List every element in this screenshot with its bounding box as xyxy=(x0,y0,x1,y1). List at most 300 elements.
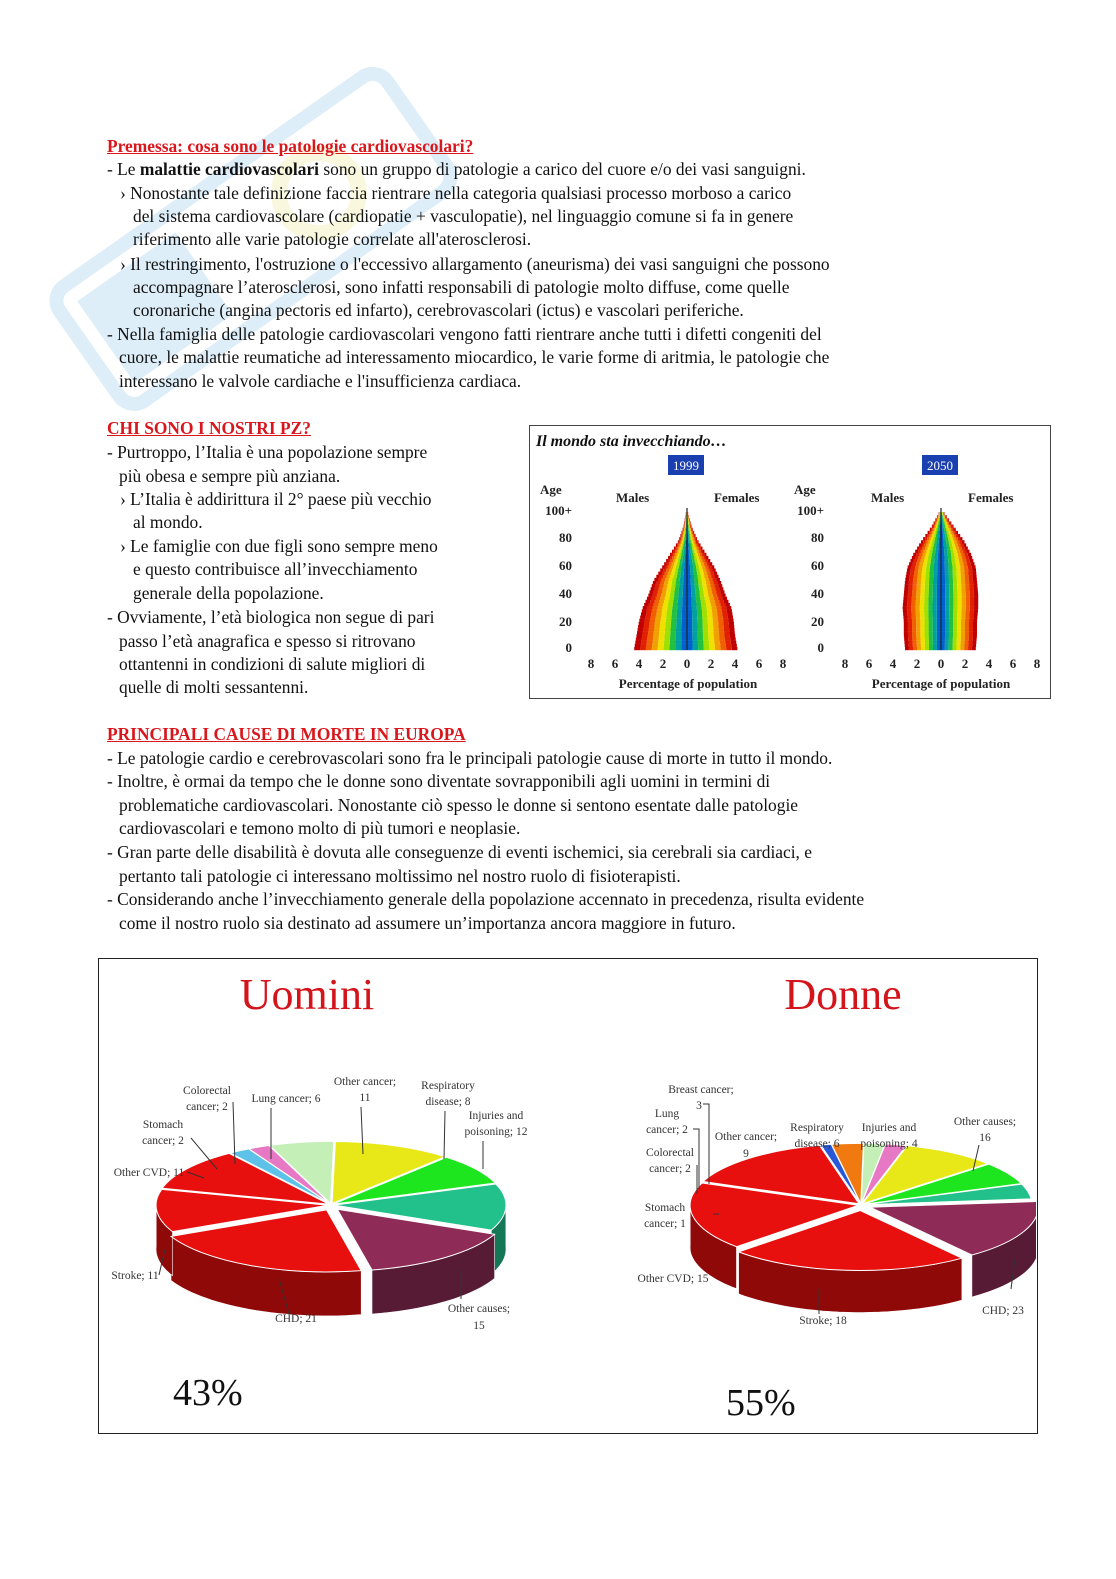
pyramid-bar-segment xyxy=(693,550,695,553)
pyramid-bar-segment xyxy=(904,631,908,634)
pyramid-bar-segment xyxy=(687,600,692,603)
pyramid-bar-segment xyxy=(974,594,978,597)
pyramid-bar-segment xyxy=(953,568,957,571)
pyramid-bar-segment xyxy=(966,600,970,603)
pie-label: CHD; 23 xyxy=(982,1305,1024,1317)
paragraph-line: - Gran parte delle disabilità è dovuta alle conseguenze di eventi ischemici, sia cerebrali sia cardiaci, e xyxy=(107,842,812,862)
pyramid-bar-segment xyxy=(915,565,919,568)
pyramid-bar-segment xyxy=(929,575,933,578)
pyramid-bar-segment xyxy=(666,594,670,597)
pyramid-bar-segment xyxy=(698,647,704,650)
pyramid-bar-segment xyxy=(927,537,929,540)
pyramid-bar-segment xyxy=(957,550,960,553)
pyramid-bar-segment xyxy=(958,537,960,540)
pyramid-bar-segment xyxy=(681,543,682,546)
pyramid-bar-segment xyxy=(730,634,735,637)
pyramid-bar-segment xyxy=(673,565,676,568)
pyramid-bar-segment xyxy=(674,547,675,550)
pyramid-bar-segment xyxy=(693,644,699,647)
population-pyramid-figure xyxy=(529,425,1051,699)
pyramid-bar-segment xyxy=(945,612,949,615)
pyramid-bar-segment xyxy=(965,572,969,575)
pyramid-bar-segment xyxy=(681,565,684,568)
pyramid-bar-segment xyxy=(692,543,694,546)
pyramid-bar-segment xyxy=(908,622,912,625)
pyramid-bar-segment xyxy=(945,565,949,568)
pyramid-bar-segment xyxy=(703,550,705,553)
pyramid-bar-segment xyxy=(704,594,708,597)
pyramid-bar-segment xyxy=(674,553,676,556)
pyramid-bar-segment xyxy=(916,616,920,619)
pyramid-bar-segment xyxy=(931,531,932,534)
pie-label xyxy=(183,1085,231,1113)
pyramid-bar-segment xyxy=(723,619,728,622)
pyramid-bar-segment xyxy=(972,565,976,568)
pyramid-bar-segment xyxy=(917,547,920,550)
pyramid-bar-segment xyxy=(676,619,681,622)
pyramid-bar-segment xyxy=(920,606,924,609)
pyramid-bar-segment xyxy=(725,637,730,640)
pyramid-bar-segment xyxy=(942,525,943,528)
pyramid-bar-segment xyxy=(916,612,920,615)
label-line: Other cancer; xyxy=(333,1076,397,1088)
paragraph-line: ottantenni in condizioni di salute migliori di xyxy=(119,654,426,674)
pyramid-bar-segment xyxy=(681,631,687,634)
pyramid-bar-segment xyxy=(908,628,912,631)
pyramid-bar-segment xyxy=(949,568,953,571)
pyramid-bar-segment xyxy=(935,556,938,559)
pyramid-bar-segment xyxy=(940,518,941,521)
paragraph-line: › Le famiglie con due figli sono sempre meno xyxy=(120,536,438,556)
pyramid-bar-segment xyxy=(675,550,677,553)
pyramid-bar-segment xyxy=(950,521,951,524)
pyramid-bar-segment xyxy=(675,647,681,650)
pyramid-bar-segment xyxy=(692,641,697,644)
pyramid-bar-segment xyxy=(927,559,930,562)
pyramid-bar-segment xyxy=(957,540,960,543)
pyramid-bar-segment xyxy=(666,590,670,593)
pyramid-bar-segment xyxy=(937,594,941,597)
pyramid-bar-segment xyxy=(919,565,923,568)
age-tick: 60 xyxy=(811,558,824,573)
pyramid-bar-segment xyxy=(677,575,680,578)
pyramid-bar-segment xyxy=(962,540,965,543)
pyramid-bar-segment xyxy=(955,537,957,540)
pyramid-bar-segment xyxy=(674,550,676,553)
pyramid-bar-segment xyxy=(909,578,913,581)
pyramid-bar-segment xyxy=(929,572,933,575)
pyramid-bar-segment xyxy=(922,556,925,559)
pyramid-bar-segment xyxy=(659,631,665,634)
pyramid-bar-segment xyxy=(665,578,669,581)
pyramid-bar-segment xyxy=(729,622,734,625)
pie-label xyxy=(142,1119,184,1147)
pyramid-bar-segment xyxy=(696,553,698,556)
pyramid-bar-segment xyxy=(721,594,725,597)
pyramid-bar-segment xyxy=(956,647,960,650)
label-line: Injuries and xyxy=(861,1122,917,1134)
pyramid-bar-segment xyxy=(698,631,703,634)
pyramid-bar-segment xyxy=(913,578,917,581)
pyramid-bar-segment xyxy=(659,637,665,640)
pyramid-bar-segment xyxy=(662,590,666,593)
pyramid-bar-segment xyxy=(952,525,953,528)
pyramid-bar-segment xyxy=(664,641,670,644)
pyramid-bar-segment xyxy=(661,619,666,622)
pyramid-bar-segment xyxy=(671,587,675,590)
x-tick: 6 xyxy=(611,656,619,671)
pyramid-bar-segment xyxy=(702,609,707,612)
pyramid-bar-segment xyxy=(912,612,916,615)
label-line: Colorectal xyxy=(646,1147,694,1159)
pyramid-bar-segment xyxy=(687,609,692,612)
pyramid-bar-segment xyxy=(945,628,949,631)
pyramid-bar-segment xyxy=(947,525,948,528)
pyramid-bar-segment xyxy=(668,556,670,559)
pyramid-bar-segment xyxy=(693,647,699,650)
pyramid-bar-segment xyxy=(908,634,912,637)
pyramid-bar-segment xyxy=(949,625,953,628)
pyramid-bar-segment xyxy=(951,553,954,556)
paragraph-line: - Considerando anche l’invecchiamento generale della popolazione accennato in precedenza, risulta evidente xyxy=(107,889,865,909)
pyramid-bar-segment xyxy=(701,600,706,603)
pyramid-bar-segment xyxy=(676,641,682,644)
label-line: cancer; 2 xyxy=(649,1163,691,1175)
pyramid-bar-segment xyxy=(969,631,973,634)
pyramid-bar-segment xyxy=(708,625,713,628)
pyramid-bar-segment xyxy=(692,600,697,603)
pyramid-bar-segment xyxy=(929,625,933,628)
x-tick: 4 xyxy=(731,656,739,671)
pyramid-bar-segment xyxy=(953,628,957,631)
pyramid-bar-segment xyxy=(920,631,924,634)
pyramid-bar-segment xyxy=(944,528,946,531)
pyramid-bar-segment xyxy=(669,597,673,600)
pyramid-bar-segment xyxy=(703,622,708,625)
pyramid-bar-segment xyxy=(662,578,666,581)
pyramid-bar-segment xyxy=(936,543,938,546)
pyramid-bar-segment xyxy=(924,543,926,546)
pyramid-bar-segment xyxy=(699,584,703,587)
pyramid-bar-segment xyxy=(960,537,962,540)
pyramid-bar-segment xyxy=(921,644,925,647)
label-line: cancer; 2 xyxy=(186,1101,228,1113)
pyramid-bar-segment xyxy=(687,634,692,637)
pyramid-bar-segment xyxy=(651,612,656,615)
pyramid-bar-segment xyxy=(672,550,674,553)
pyramid-bar-segment xyxy=(692,559,695,562)
pyramid-bar-segment xyxy=(704,553,706,556)
label-line: Injuries and xyxy=(468,1110,524,1122)
pyramid-bar-segment xyxy=(944,540,947,543)
pyramid-bar-segment xyxy=(671,622,676,625)
pyramid-bar-segment xyxy=(689,550,691,553)
pyramid-bar-segment xyxy=(713,594,717,597)
pyramid-bar-segment xyxy=(670,644,676,647)
pyramid-bar-segment xyxy=(960,565,964,568)
pyramid-bar-segment xyxy=(938,531,939,534)
pyramid-bar-segment xyxy=(949,631,953,634)
pyramid-bar-segment xyxy=(691,581,695,584)
pyramid-bar-segment xyxy=(922,543,924,546)
pyramid-bar-segment xyxy=(659,634,665,637)
pyramid-bar-segment xyxy=(702,606,707,609)
pyramid-bar-segment xyxy=(694,556,696,559)
pyramid-bar-segment xyxy=(925,534,927,537)
pyramid-bar-segment xyxy=(664,562,667,565)
death-causes-pie-figure xyxy=(98,958,1038,1434)
pyramid-bar-segment xyxy=(677,609,682,612)
pyramid-bar-segment xyxy=(667,562,670,565)
pyramid-bar-segment xyxy=(974,603,978,606)
pyramid-bar-segment xyxy=(945,568,949,571)
pyramid-bar-segment xyxy=(953,581,957,584)
pyramid-bar-segment xyxy=(655,622,660,625)
pyramid-bar-segment xyxy=(953,565,957,568)
pyramid-bar-segment xyxy=(921,587,925,590)
pyramid-bar-segment xyxy=(966,603,970,606)
pyramid-bar-segment xyxy=(706,556,708,559)
paragraph-line: cuore, le malattie reumatiche ad interessamento miocardico, le varie forme di aritmia, le patologie che xyxy=(119,347,830,367)
pyramid-bar-segment xyxy=(658,641,664,644)
pyramid-bar-segment xyxy=(949,594,953,597)
pyramid-bar-segment xyxy=(644,622,649,625)
pyramid-bar-segment xyxy=(969,616,973,619)
paragraph-line: passo l’età anagrafica e spesso si ritrovano xyxy=(119,631,416,651)
pyramid-bar-segment xyxy=(634,647,640,650)
pyramid-bar-segment xyxy=(974,609,978,612)
year-label: 1999 xyxy=(673,458,699,473)
pyramid-bar-segment xyxy=(903,600,907,603)
pyramid-bar-segment xyxy=(676,631,682,634)
pyramid-bar-segment xyxy=(713,625,718,628)
pyramid-bar-segment xyxy=(963,559,967,562)
pyramid-bar-segment xyxy=(714,572,717,575)
pyramid-bar-segment xyxy=(655,587,659,590)
pyramid-bar-segment xyxy=(661,612,666,615)
pyramid-bar-segment xyxy=(915,606,919,609)
pyramid-bar-segment xyxy=(676,578,680,581)
pyramid-bar-segment xyxy=(699,543,701,546)
pyramid-bar-segment xyxy=(947,543,950,546)
pyramid-bar-segment xyxy=(952,528,954,531)
pyramid-bar-segment xyxy=(676,637,682,640)
pyramid-bar-segment xyxy=(944,521,945,524)
pyramid-bar-segment xyxy=(929,587,933,590)
pyramid-bar-segment xyxy=(692,634,697,637)
pyramid-bar-segment xyxy=(916,634,920,637)
pyramid-bar-segment xyxy=(937,619,941,622)
pyramid-bar-segment xyxy=(708,590,712,593)
pyramid-bar-segment xyxy=(635,644,641,647)
pyramid-bar-segment xyxy=(642,634,648,637)
pyramid-bar-segment xyxy=(946,528,948,531)
pyramid-bar-segment xyxy=(681,553,683,556)
pyramid-bar-segment xyxy=(678,553,680,556)
pyramid-bar-segment xyxy=(647,597,651,600)
pyramid-bar-segment xyxy=(692,619,697,622)
pyramid-bar-segment xyxy=(928,531,929,534)
pyramid-bar-segment xyxy=(671,625,676,628)
pyramid-bar-segment xyxy=(700,559,703,562)
pyramid-bar-segment xyxy=(695,590,699,593)
pyramid-bar-segment xyxy=(949,521,950,524)
pyramid-bar-segment xyxy=(944,515,945,518)
pyramid-bar-segment xyxy=(933,525,934,528)
pyramid-bar-segment xyxy=(690,547,692,550)
age-tick: 20 xyxy=(811,614,824,629)
pyramid-bar-segment xyxy=(699,550,701,553)
pyramid-bar-segment xyxy=(920,600,924,603)
pyramid-bar-segment xyxy=(678,547,679,550)
pyramid-bar-segment xyxy=(958,553,961,556)
pyramid-bar-segment xyxy=(933,641,937,644)
pyramid-bar-segment xyxy=(936,521,937,524)
pyramid-bar-segment xyxy=(933,631,937,634)
pyramid-bar-segment xyxy=(700,572,703,575)
pyramid-bar-segment xyxy=(687,587,691,590)
pyramid-bar-segment xyxy=(950,531,952,534)
pyramid-bar-segment xyxy=(925,537,927,540)
pyramid-bar-segment xyxy=(909,584,913,587)
pie-label xyxy=(465,1110,528,1138)
pyramid-bar-segment xyxy=(952,531,954,534)
pyramid-bar-segment xyxy=(716,603,721,606)
pyramid-bar-segment xyxy=(905,644,909,647)
label-line: Respiratory xyxy=(421,1080,475,1092)
pie-label: CHD; 21 xyxy=(275,1313,317,1325)
pyramid-bar-segment xyxy=(958,600,962,603)
pyramid-bar-segment xyxy=(949,590,953,593)
pyramid-bar-segment xyxy=(928,600,932,603)
pyramid-bar-segment xyxy=(729,628,734,631)
pyramid-bar-segment xyxy=(960,562,964,565)
pyramid-bar-segment xyxy=(953,594,957,597)
pyramid-bar-segment xyxy=(715,600,720,603)
pyramid-bar-segment xyxy=(932,531,933,534)
age-tick: 0 xyxy=(817,640,824,655)
pyramid-bar-segment xyxy=(934,543,936,546)
pyramid-bar-segment xyxy=(720,644,726,647)
pyramid-bar-segment xyxy=(654,603,659,606)
pyramid-bar-segment xyxy=(956,547,959,550)
pyramid-bar-segment xyxy=(944,543,947,546)
pyramid-bar-segment xyxy=(967,562,971,565)
label-line: poisoning; 4 xyxy=(860,1138,918,1150)
pyramid-bar-segment xyxy=(970,603,974,606)
pyramid-bar-segment xyxy=(950,534,952,537)
pyramid-bar-segment xyxy=(657,606,662,609)
pyramid-bar-segment xyxy=(965,547,968,550)
pyramid-bar-segment xyxy=(673,559,675,562)
pyramid-bar-segment xyxy=(672,612,677,615)
pyramid-bar-segment xyxy=(708,634,713,637)
pyramid-bar-segment xyxy=(686,534,687,537)
pyramid-bar-segment xyxy=(697,606,702,609)
pyramid-bar-segment xyxy=(689,553,691,556)
pyramid-bar-segment xyxy=(711,603,716,606)
pyramid-bar-segment xyxy=(689,528,690,531)
pyramid-bar-segment xyxy=(709,637,714,640)
pyramid-bar-segment xyxy=(683,594,687,597)
pyramid-bar-segment xyxy=(729,625,734,628)
pyramid-bar-segment xyxy=(713,628,718,631)
pyramid-bar-segment xyxy=(964,553,967,556)
pyramid-bar-segment xyxy=(966,590,970,593)
pyramid-bar-segment xyxy=(925,644,929,647)
pyramid-bar-segment xyxy=(682,625,687,628)
pyramid-bar-segment xyxy=(674,597,678,600)
leader-line xyxy=(693,1129,699,1189)
pyramid-bar-segment xyxy=(919,553,922,556)
pyramid-bar-segment xyxy=(683,534,684,537)
pyramid-bar-segment xyxy=(677,550,679,553)
pyramid-bar-segment xyxy=(935,521,936,524)
pyramid-bar-segment xyxy=(937,587,941,590)
pyramid-bar-segment xyxy=(945,534,947,537)
pyramid-bar-segment xyxy=(690,562,693,565)
pyramid-bar-segment xyxy=(667,575,670,578)
pyramid-bar-segment xyxy=(693,565,696,568)
pyramid-bar-segment xyxy=(945,578,949,581)
pyramid-bar-segment xyxy=(962,556,965,559)
pyramid-bar-segment xyxy=(698,575,702,578)
pyramid-bar-segment xyxy=(958,606,962,609)
pyramid-bar-segment xyxy=(941,612,945,615)
pyramid-bar-segment xyxy=(909,581,913,584)
pyramid-bar-segment xyxy=(945,600,949,603)
pyramid-bar-segment xyxy=(953,606,957,609)
pyramid-bar-segment xyxy=(904,625,908,628)
pyramid-bar-segment xyxy=(957,590,961,593)
pyramid-bar-segment xyxy=(903,609,907,612)
pyramid-bar-segment xyxy=(713,568,716,571)
pyramid-bar-segment xyxy=(969,622,973,625)
pyramid-bar-segment xyxy=(653,641,659,644)
pyramid-bar-segment xyxy=(659,587,663,590)
pyramid-bar-segment xyxy=(932,553,935,556)
pyramid-bar-segment xyxy=(676,625,681,628)
pie-label: Other CVD; 15 xyxy=(637,1273,709,1285)
pyramid-bar-segment xyxy=(704,562,707,565)
men-percentage: 43% xyxy=(173,1372,243,1414)
pyramid-bar-segment xyxy=(683,553,685,556)
pyramid-bar-segment xyxy=(690,572,693,575)
pyramid-bar-segment xyxy=(694,534,695,537)
pyramid-bar-segment xyxy=(929,647,933,650)
pyramid-bar-segment xyxy=(671,619,676,622)
pyramid-bar-segment xyxy=(668,565,671,568)
pyramid-bar-segment xyxy=(676,565,679,568)
x-tick: 2 xyxy=(707,656,715,671)
pyramid-bar-segment xyxy=(683,547,684,550)
pyramid-bar-segment xyxy=(961,612,965,615)
pyramid-bar-segment xyxy=(685,543,686,546)
pyramid-bar-segment xyxy=(953,612,957,615)
pyramid-bar-segment xyxy=(666,619,671,622)
pyramid-bar-segment xyxy=(961,581,965,584)
pyramid-bar-segment xyxy=(943,515,944,518)
pyramid-bar-segment xyxy=(957,622,961,625)
pyramid-bar-segment xyxy=(904,641,908,644)
pyramid-bar-segment xyxy=(933,625,937,628)
pyramid-bar-segment xyxy=(691,587,695,590)
pyramid-bar-segment xyxy=(691,537,692,540)
pyramid-bar-segment xyxy=(936,518,937,521)
pyramid-bar-segment xyxy=(675,644,681,647)
pyramid-bar-segment xyxy=(912,590,916,593)
pyramid-bar-segment xyxy=(690,568,693,571)
